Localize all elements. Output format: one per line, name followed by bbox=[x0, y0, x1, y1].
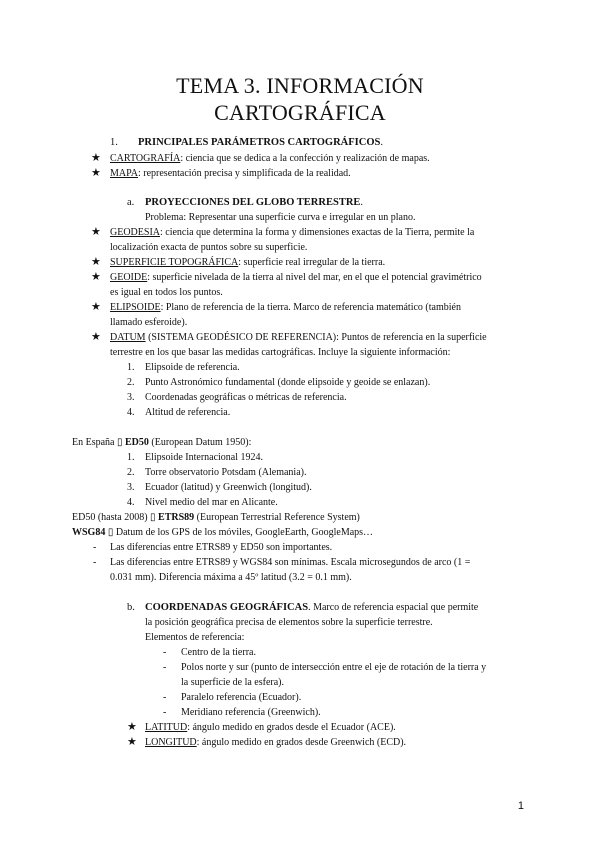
spain-prefix: En España ▯ bbox=[72, 437, 125, 448]
list-item bbox=[110, 226, 474, 239]
list-item: Elipsoide Internacional 1924. bbox=[145, 452, 264, 463]
definition: : superficie real irregular de la tierra. bbox=[238, 257, 386, 268]
list-item-continuation: la superficie de la esfera). bbox=[181, 677, 284, 688]
star-bullet-icon: ★ bbox=[91, 167, 101, 179]
list-item: Nivel medio del mar en Alicante. bbox=[145, 497, 278, 508]
dash-bullet: - bbox=[93, 557, 97, 568]
spain-datum-line bbox=[72, 436, 251, 449]
star-bullet-icon: ★ bbox=[127, 721, 137, 733]
term: DATUM bbox=[110, 332, 146, 343]
list-item: Las diferencias entre ETRS89 y WGS84 son mínimas. Escala microsegundos de arco (1 = bbox=[110, 557, 471, 568]
definition: : superficie nivelada de la tierra al nivel del mar, en el que el potencial gravimétrico bbox=[147, 272, 482, 283]
section-heading-text: PRINCIPALES PARÁMETROS CARTOGRÁFICOS bbox=[138, 137, 381, 148]
term: MAPA bbox=[110, 168, 138, 179]
star-bullet-icon: ★ bbox=[91, 226, 101, 238]
subsection-heading-text: PROYECCIONES DEL GLOBO TERRESTRE bbox=[145, 197, 361, 208]
spain-rest: (European Datum 1950): bbox=[148, 437, 252, 448]
subsection-continuation: la posición geográfica precisa de elementos sobre la superficie terrestre. bbox=[145, 617, 433, 628]
subsection-letter: a. bbox=[127, 197, 135, 208]
term: ELIPSOIDE bbox=[110, 302, 161, 313]
dash-bullet: - bbox=[163, 647, 167, 658]
wgs84-line bbox=[72, 526, 373, 539]
section-heading bbox=[138, 136, 383, 149]
list-item: Polos norte y sur (punto de intersección entre el eje de rotación de la tierra y bbox=[181, 662, 487, 673]
wgs84-bold: WSG84 bbox=[72, 527, 106, 538]
list-item bbox=[110, 152, 430, 165]
list-item: Ecuador (latitud) y Greenwich (longitud). bbox=[145, 482, 312, 493]
list-item: Torre observatorio Potsdam (Alemania). bbox=[145, 467, 307, 478]
section-heading-end: . bbox=[380, 137, 383, 148]
list-item: Altitud de referencia. bbox=[145, 407, 231, 418]
spain-bold: ED50 bbox=[125, 437, 149, 448]
list-number: 1. bbox=[127, 362, 135, 373]
list-item-continuation: localización exacta de puntos sobre su superficie. bbox=[110, 242, 308, 253]
subsection-heading-end: . bbox=[360, 197, 364, 208]
list-item: Coordenadas geográficas o métricas de referencia. bbox=[145, 392, 347, 403]
list-item-continuation: 0.031 mm). Diferencia máxima a 45º latitud (3.2 = 0.1 mm). bbox=[110, 572, 352, 583]
list-item: Punto Astronómico fundamental (donde elipsoide y geoide se enlazan). bbox=[145, 377, 431, 388]
definition: : Plano de referencia de la tierra. Marco de referencia matemático (también bbox=[160, 302, 461, 313]
list-number: 3. bbox=[127, 482, 135, 493]
subsection-heading bbox=[145, 601, 478, 614]
definition: : representación precisa y simplificada de la realidad. bbox=[137, 168, 351, 179]
section-number: 1. bbox=[110, 137, 118, 148]
list-item: Paralelo referencia (Ecuador). bbox=[181, 692, 302, 703]
list-item bbox=[145, 721, 396, 734]
subsection-letter: b. bbox=[127, 602, 135, 613]
etrs89-line bbox=[72, 511, 360, 524]
page-number: 1 bbox=[517, 800, 524, 812]
list-item bbox=[110, 271, 482, 284]
elements-label: Elementos de referencia: bbox=[145, 632, 245, 643]
etrs89-prefix: ED50 (hasta 2008) ▯ bbox=[72, 512, 159, 523]
dash-bullet: - bbox=[163, 707, 167, 718]
list-number: 4. bbox=[127, 497, 135, 508]
dash-bullet: - bbox=[93, 542, 97, 553]
definition: : ciencia que determina la forma y dimensiones exactas de la Tierra, permite la bbox=[160, 227, 475, 238]
list-item bbox=[110, 167, 351, 180]
subsection-heading bbox=[145, 196, 363, 209]
list-item: Centro de la tierra. bbox=[181, 647, 256, 658]
list-item-continuation: es igual en todos los puntos. bbox=[110, 287, 223, 298]
list-item: Meridiano referencia (Greenwich). bbox=[181, 707, 321, 718]
list-number: 4. bbox=[127, 407, 135, 418]
wgs84-rest: ▯ Datum de los GPS de los móviles, GoogleEarth, GoogleMaps… bbox=[105, 527, 374, 538]
problem-text: Problema: Representar una superficie curva e irregular en un plano. bbox=[145, 212, 416, 223]
term: LONGITUD bbox=[145, 737, 197, 748]
definition: : ángulo medido en grados desde Greenwich (ECD). bbox=[196, 737, 407, 748]
etrs89-rest: (European Terrestrial Reference System) bbox=[194, 512, 360, 523]
star-bullet-icon: ★ bbox=[127, 736, 137, 748]
list-number: 2. bbox=[127, 467, 135, 478]
term: GEODESIA bbox=[110, 227, 160, 238]
list-item bbox=[110, 301, 461, 314]
star-bullet-icon: ★ bbox=[91, 271, 101, 283]
list-item bbox=[145, 736, 406, 749]
term: GEOIDE bbox=[110, 272, 148, 283]
star-bullet-icon: ★ bbox=[91, 301, 101, 313]
list-item: Las diferencias entre ETRS89 y ED50 son importantes. bbox=[110, 542, 333, 553]
definition: (SISTEMA GEODÉSICO DE REFERENCIA): Puntos de referencia en la superficie bbox=[145, 332, 487, 343]
title-line-1: TEMA 3. INFORMACIÓN bbox=[176, 73, 424, 98]
etrs89-bold: ETRS89 bbox=[158, 512, 195, 523]
list-item-continuation: terrestre en los que basar las medidas cartográficas. Incluye la siguiente información: bbox=[110, 347, 451, 358]
list-number: 2. bbox=[127, 377, 135, 388]
list-item-continuation: llamado esferoide). bbox=[110, 317, 188, 328]
list-item bbox=[110, 331, 487, 344]
subsection-heading-rest: . Marco de referencia espacial que permite bbox=[308, 602, 479, 613]
dash-bullet: - bbox=[163, 662, 167, 673]
list-item: Elipsoide de referencia. bbox=[145, 362, 240, 373]
list-number: 1. bbox=[127, 452, 135, 463]
term: LATITUD bbox=[145, 722, 188, 733]
star-bullet-icon: ★ bbox=[91, 331, 101, 343]
star-bullet-icon: ★ bbox=[91, 256, 101, 268]
definition: : ángulo medido en grados desde el Ecuador (ACE). bbox=[187, 722, 396, 733]
dash-bullet: - bbox=[163, 692, 167, 703]
list-number: 3. bbox=[127, 392, 135, 403]
definition: : ciencia que se dedica a la confección y realización de mapas. bbox=[180, 153, 430, 164]
term: SUPERFICIE TOPOGRÁFICA bbox=[110, 257, 239, 268]
list-item bbox=[110, 256, 385, 269]
title-line-2: CARTOGRÁFICA bbox=[214, 100, 386, 125]
page-title bbox=[0, 72, 600, 126]
star-bullet-icon: ★ bbox=[91, 152, 101, 164]
term: CARTOGRAFÍA bbox=[110, 153, 181, 164]
subsection-heading-text: COORDENADAS GEOGRÁFICAS bbox=[145, 602, 309, 613]
